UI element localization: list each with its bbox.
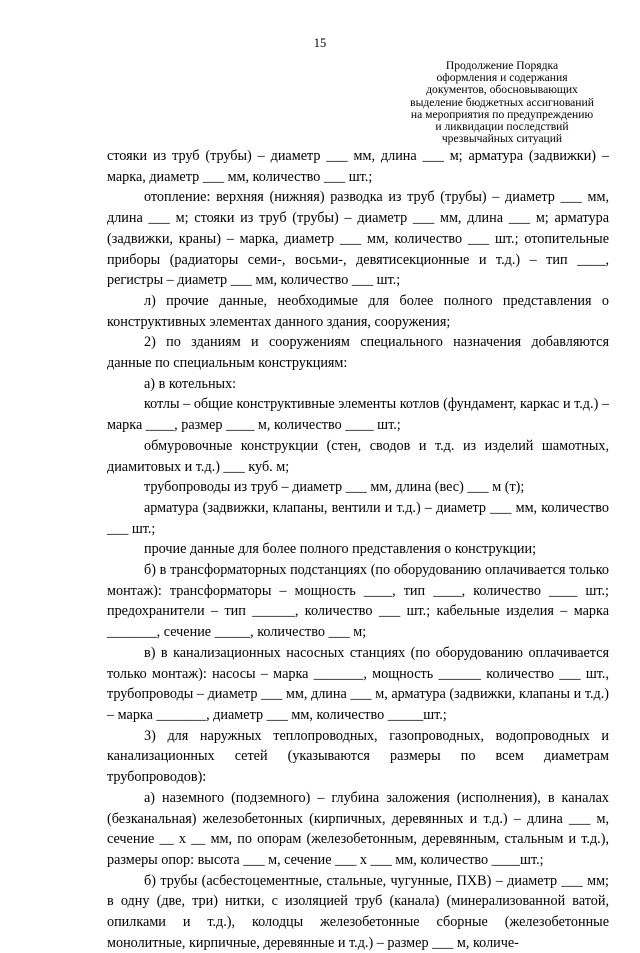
paragraph: а) в котельных: [144,375,237,392]
paragraph: трубопроводы из труб – диаметр ___ мм, длина (вес) ___ м (т); [144,479,525,496]
paragraph: б) в трансформаторных подстанциях (по оборудованию оплачивается только монтаж): трансформаторы – мощность ____, тип ____, количество ____ шт.; предохранители – тип ______, количество ___ шт.; кабельные изделия – марка _______, сечение _____, количество ___ м; [107,562,609,641]
header-line: документов, обосновывающих [426,83,578,97]
paragraph: обмуровочные конструкции (стен, сводов и т.д. из изделий шамотных, диамитовых и т.д.) ___ куб. м; [107,437,609,475]
paragraph: прочие данные для более полного представления о конструкции; [144,541,537,558]
paragraph: стояки из труб (трубы) – диаметр ___ мм, длина ___ м; арматура (задвижки) – марка, диаметр ___ мм, количество ___ шт.; [107,148,609,185]
paragraph: 2) по зданиям и сооружениям специального назначения добавляются данные по специальным конструкциям: [107,334,609,372]
paragraph: 3) для наружных теплопроводных, газопроводных, водопроводных и канализационных сетей (указываются размеры по всем диаметрам трубопроводов): [107,727,609,786]
header-line: выделение бюджетных ассигнований [410,95,594,109]
page-number: 15 [313,36,327,50]
header-line: оформления и содержания [436,71,568,85]
header-line: и ликвидации последствий [435,120,569,134]
document-body [107,146,609,953]
header-line: Продолжение Порядка [445,59,559,72]
paragraph: арматура (задвижки, клапаны, вентили и т.д.) – диаметр ___ мм, количество ___ шт.; [107,499,609,537]
header-line: на мероприятия по предупреждению [410,107,594,121]
paragraph: котлы – общие конструктивные элементы котлов (фундамент, каркас и т.д.) – марка ____, размер ____ м, количество ____ шт.; [107,396,609,434]
paragraph: б) трубы (асбестоцементные, стальные, чугунные, ПХВ) – диаметр ___ мм; в одну (две, три) нитки, с изоляцией труб (канала) (минерализованной ватой, опилками и т.д.), колодцы железобетонные сборные (железобетонные монолитные, кирпичные, деревянные и т.д.) – размер ___ м, количе- [107,872,609,951]
paragraph: а) наземного (подземного) – глубина заложения (исполнения), в каналах (безканальная) железобетонных (кирпичных, деревянных и т.д.) – длина ___ м, сечение __ х __ мм, по опорам (железобетонным, деревянным, стальным и т.д.), размеры опор: высота ___ м, сечение ___ х ___ мм, количество ____шт.; [107,789,609,868]
paragraph: в) в канализационных насосных станциях (по оборудованию оплачивается только монтаж): насосы – марка _______, мощность ______ количество ___ шт., трубопроводы – диаметр ___ мм, длина ___ м, арматура (задвижки, клапаны и т.д.) – марка _______, диаметр ___ мм, количество _____шт.; [107,644,609,723]
paragraph: отопление: верхняя (нижняя) разводка из труб (трубы) – диаметр ___ мм, длина ___ м; стояки из труб (трубы) – диаметр ___ мм, длина ___ м; арматура (задвижки, краны) – марка, диаметр ___ мм, количество ___ шт.; отопительные приборы (радиаторы семи-, восьми-, девятисекционные и т.д.) – тип ____, регистры – диаметр ___ мм, количество ___ шт.; [107,189,609,289]
paragraph: л) прочие данные, необходимые для более полного представления о конструктивных элементах данного здания, сооружения; [107,292,609,330]
document-header [382,60,622,145]
header-line: чрезвычайных ситуаций [441,132,563,146]
